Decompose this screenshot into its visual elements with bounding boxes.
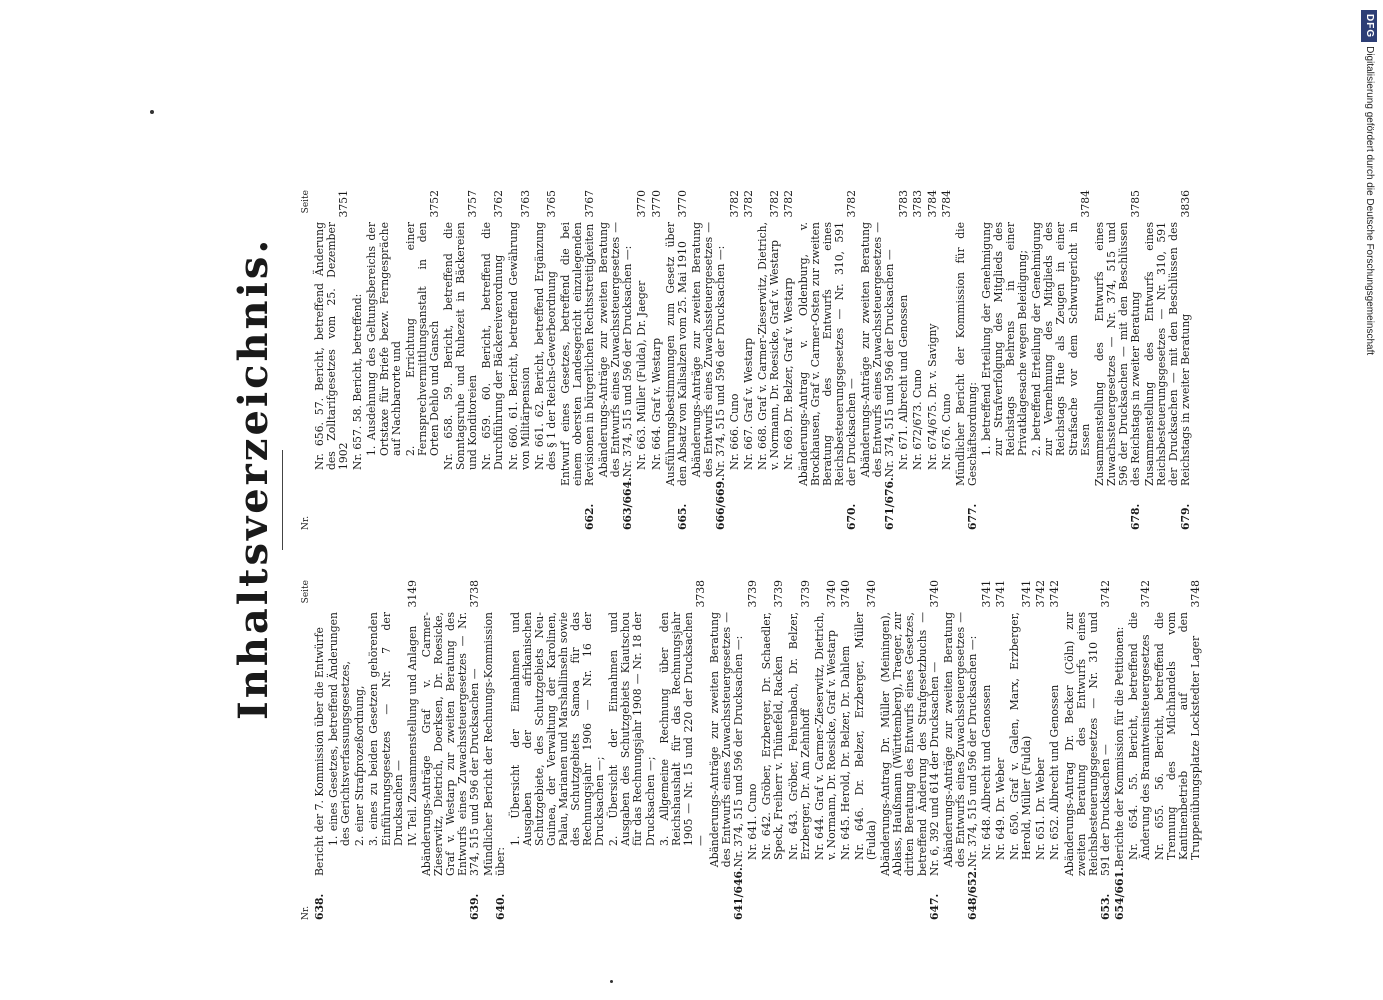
entry-page: 3740 (865, 580, 879, 608)
entry-text: Nr. 672/673. Cuno (911, 369, 925, 470)
entry-number: 670. (844, 503, 858, 530)
toc-entry (1094, 190, 1142, 530)
toc-entry (421, 580, 481, 920)
dfg-side-label (1357, 10, 1379, 570)
entry-number: 641/646. (732, 867, 746, 920)
toc-entry (366, 190, 402, 530)
nr-header: Nr. (301, 515, 311, 530)
entry-text: Nr. 663. Müller (Fulda), Dr. Jaeger (635, 280, 649, 470)
toc-entry (407, 580, 419, 920)
entry-text: IV. Teil. Zusammenstellung und Anlagen (405, 625, 419, 846)
page-title: Inhaltsverzeichnis. (230, 236, 277, 720)
entry-text: Abänderungs-Anträge zur zweiten Beratung des Entwurfs eines Zuwachssteuergesetzes — Nr. 374, 515 und 596 der Drucksachen —: (941, 612, 979, 868)
entry-text: Nr. 652. Albrecht und Genossen (1048, 684, 1062, 860)
entry-text: 2. einer Strafprozeßordnung, (353, 685, 367, 846)
toc-entry (443, 190, 479, 530)
entry-number: 639. (468, 893, 482, 920)
entry-text: Zusammenstellung des Entwurfs eines Zuwachssteuergesetzes — Nr. 374, 515 und 596 der Drucksachen — mit den Beschlüssen des Reichstags in zweiter Beratung (1092, 222, 1142, 486)
entry-text: Nr. 667. Graf v. Westarp (742, 337, 756, 470)
entry-text: Nr. 669. Dr. Belzer, Graf v. Westarp (782, 277, 796, 470)
entry-page: 3783 (897, 190, 911, 218)
toc-entry (608, 580, 656, 920)
entry-text: Zusammenstellung des Entwurfs eines Reichsbesteuerungsgesetzes — Nr. 310, 591 der Drucksachen — mit den Beschlüssen des Reichstags in zweiter Beratung (1143, 222, 1193, 486)
toc-entry (955, 190, 979, 530)
column-header (300, 580, 312, 920)
entry-number: 671/676. (883, 477, 897, 530)
entry-list (314, 190, 1192, 530)
entry-page: 3782 (844, 190, 858, 218)
entry-page: 3742 (1034, 580, 1048, 608)
entry-page: 3739 (798, 580, 812, 608)
dfg-credit-text: Digitalisierung gefördert durch die Deutsche Forschungsgemeinschaft (1364, 46, 1375, 356)
entry-text: Nr. 643. Gröber, Fehrenbach, Dr. Belzer, Erzberger, Dr. Am Zehnhoff (786, 612, 812, 860)
entry-text: Nr. 646. Dr. Belzer, Erzberger, Müller (Fulda) (853, 612, 879, 860)
entry-number: 678. (1129, 503, 1142, 530)
entry-page: 3782 (728, 190, 742, 218)
toc-entry (898, 190, 910, 530)
entry-page: 3752 (427, 190, 441, 218)
entry-page: 3757 (466, 190, 480, 218)
toc-entry (636, 190, 648, 530)
toc-entry (691, 190, 727, 530)
entry-text: Nr. 642. Gröber, Erzberger, Dr. Schaedler, Speck, Freiherr v. Thünefeld, Racken (760, 612, 786, 860)
right-column (300, 190, 1194, 530)
toc-entry (598, 190, 634, 530)
entry-number: 648/652. (965, 867, 979, 920)
toc-entry (483, 580, 507, 920)
entry-text: Nr. 657. 58. Bericht, betreffend: (351, 293, 365, 470)
entry-text: Abänderungs-Anträge zur zweiten Beratung des Entwurfs eines Zuwachssteuergesetzes — Nr. 374, 515 und 596 der Drucksachen —: (708, 612, 746, 868)
dfg-credit (1359, 10, 1379, 570)
entry-page: 3741 (994, 580, 1008, 608)
toc-entry (1144, 190, 1192, 530)
entry-text: Berichte der Kommission für die Petitionen: (1112, 626, 1126, 868)
entry-page: 3782 (782, 190, 796, 218)
entry-text: Nr. 659. 60. Bericht, betreffend die Durchführung der Bäckereiverordnung (480, 222, 506, 470)
entry-page: 3739 (746, 580, 760, 608)
entry-page: 3751 (337, 190, 351, 218)
toc-entry (651, 190, 663, 530)
toc-entry (943, 580, 979, 920)
toc-entry (508, 190, 532, 530)
entry-page: 3770 (635, 190, 649, 218)
entry-text: Nr. 655. 56. Bericht, betreffend die Trennung des Milchhandels vom Kantinenbetrieb auf den Truppenübungsplatze Lockstedter Lager (1153, 612, 1203, 860)
entry-page: 3738 (468, 580, 482, 608)
entry-page: 3741 (979, 580, 993, 608)
left-column (300, 580, 1205, 920)
entry-page: 3149 (405, 580, 419, 608)
entry-page: 3770 (649, 190, 663, 218)
entry-text: Nr. 656. 57. Bericht, betreffend Änderung des Zolltarifgesetzes vom 25. Dezember 1902 (313, 222, 351, 470)
toc-entry (747, 580, 759, 920)
title-rule (282, 450, 283, 550)
entry-page: 3782 (742, 190, 756, 218)
toc-entry (1035, 580, 1047, 920)
entry-page: 3738 (693, 580, 707, 608)
entry-page: 3765 (544, 190, 558, 218)
toc-entry (743, 190, 755, 530)
column-header (300, 190, 312, 530)
entry-text: Abänderungs-Anträge Graf v. Carmer-Zieserwitz, Dietrich, Doerksen, Dr. Roesicke, Graf v. Westarp zur zweiten Beratung des Entwurfs eines Zuwachssteuergesetzes — Nr. 374, 515 und 596 der Drucksachen — (419, 612, 482, 876)
entry-text: Nr. 645. Herold, Dr. Belzer, Dr. Dahlem (838, 645, 852, 860)
entry-page: 3785 (1129, 190, 1142, 218)
entry-text: Mündlicher Bericht der Kommission für die Geschäftsordnung: (953, 222, 979, 486)
toc-entry (534, 190, 558, 530)
toc-entry (729, 190, 741, 530)
toc-entry (665, 190, 689, 530)
entry-text: Bericht der 7. Kommission über die Entwürfe (313, 627, 327, 876)
entry-page: 3784 (925, 190, 939, 218)
toc-entry (927, 190, 939, 530)
toc-entry (314, 580, 326, 920)
toc-entry (880, 580, 940, 920)
toc-entry (1128, 580, 1152, 920)
entry-text: Nr. 644. Graf v. Carmer-Zieserwitz, Dietrich, v. Normann, Dr. Roesicke, Graf v. Westarp (812, 612, 838, 860)
entry-text: Entwurf eines Gesetzes, betreffend die bei einem obersten Landesgericht einzulegenden Revisionen in bürgerlichen Rechtsstreitigkeiten (558, 222, 597, 486)
entry-page: 3739 (772, 580, 786, 608)
entry-page: 3763 (518, 190, 532, 218)
entry-text: Nr. 668. Graf v. Carmer-Zieserwitz, Dietrich, v. Normann, Dr. Roesicke, Graf v. Westarp (756, 222, 782, 470)
entry-number: 653. (1098, 893, 1112, 920)
entry-number: 677. (965, 503, 979, 530)
entry-text: 3. eines zu beiden Gesetzen gehörenden Einführungsgesetzes — Nr. 7 der Drucksachen — (367, 612, 405, 846)
toc-entry (1064, 580, 1112, 920)
toc-entry (1049, 580, 1061, 920)
entry-text: 2. Übersicht der Einnahmen und Ausgaben des Schutzgebiets Kiautschou für das Rechnungsjahr 1908 — Nr. 18 der Drucksachen —; (607, 612, 657, 846)
entry-page: 3740 (927, 580, 941, 608)
toc-entry (481, 190, 505, 530)
toc-entry (860, 190, 896, 530)
seite-header: Seite (301, 190, 311, 214)
entry-text: 2. betreffend Erteilung der Genehmigung zur Vernehmung des Mitglieds des Reichstags Hue als Zeugen in einer Strafsache vor dem Schwurgericht in Essen (1030, 222, 1092, 456)
toc-entry (1009, 580, 1033, 920)
entry-number: 638. (313, 893, 327, 920)
toc-entry (761, 580, 785, 920)
entry-text: Nr. 661. 62. Bericht, betreffend Ergänzung des § 1 der Reichs-Gewerbeordnung (532, 222, 558, 470)
toc-entry (912, 190, 924, 530)
entry-page: 3742 (1048, 580, 1062, 608)
entry-page: 3836 (1179, 190, 1193, 218)
entry-page: 3770 (675, 190, 689, 218)
toc-entry (788, 580, 812, 920)
entry-text: Nr. 650. Graf v. Galen, Marx, Erzberger, Herold, Müller (Fulda) (1008, 612, 1034, 860)
seite-header: Seite (301, 580, 311, 604)
entry-text: Nr. 660. 61. Bericht, betreffend Gewährung von Militärpension (506, 222, 532, 470)
entry-page: 3742 (1098, 580, 1112, 608)
entry-page: 3741 (1020, 580, 1034, 608)
entry-page: 3784 (939, 190, 953, 218)
toc-entry (783, 190, 795, 530)
entry-text: 3. Allgemeine Rechnung über den Reichshaushalt für das Rechnungsjahr 1905 — Nr. 15 und 220 der Drucksachen — (657, 612, 707, 846)
toc-entry (757, 190, 781, 530)
dfg-logo: DFG (1361, 10, 1377, 42)
toc-entry (1114, 580, 1126, 920)
toc-entry (510, 580, 607, 920)
entry-text: Nr. 641. Cuno (746, 783, 760, 860)
entry-text: Abänderungs-Antrag v. Oldenburg, v. Brockhausen, Graf v. Carmer-Osten zur zweiten Beratung des Entwurfs eines Reichsbesteuerungsgesetzes — Nr. 310, 591 der Drucksachen — (796, 222, 858, 486)
toc-entry (328, 580, 352, 920)
toc-entry (981, 190, 1029, 530)
entry-text: Nr. 666. Cuno (728, 393, 742, 470)
entry-page: 3762 (492, 190, 506, 218)
toc-entry (1031, 190, 1091, 530)
entry-text: Nr. 649. Dr. Weber (994, 757, 1008, 860)
toc-entry (560, 190, 596, 530)
entry-page: 3742 (1139, 580, 1153, 608)
entry-number: 640. (494, 893, 508, 920)
entry-number: 647. (927, 893, 941, 920)
toc-entry (352, 190, 364, 530)
entry-text: 1. betreffend Erteilung der Genehmigung zur Strafverfolgung des Mitglieds des Reichstags Behrens in einer Privatklagesache wegen Beleidigung; (979, 222, 1030, 456)
entry-text: Nr. 671. Albrecht und Genossen (897, 294, 911, 470)
entry-number: 663/664. (621, 477, 635, 530)
toc-entry (840, 580, 852, 920)
entry-page: 3784 (1078, 190, 1092, 218)
entry-text: Abänderungs-Antrag Dr. Müller (Meiningen), Ablass, Haußmann (Württemberg), Traeger, zur dritten Beratung des Entwurfs eines Gesetzes, betreffend Änderung des Strafgesetzbuchs — Nr. 6, 392 und 614 der Drucksachen — (879, 612, 941, 876)
entry-text: Ausführungsbestimmungen zum Gesetz über den Absatz von Kalisalzen vom 25. Mai 1910 (663, 222, 689, 486)
entry-page: 3783 (911, 190, 925, 218)
entry-text: Nr. 654. 55. Bericht, betreffend die Änderung des Branntweinsteuergesetzes (1127, 612, 1153, 860)
entry-text: 1. eines Gesetzes, betreffend Änderungen des Gerichtsverfassungsgesetzes, (327, 612, 353, 846)
entry-text: Nr. 648. Albrecht und Genossen (979, 684, 993, 860)
toc-entry (1154, 580, 1202, 920)
entry-list (314, 580, 1202, 920)
entry-page: 3782 (768, 190, 782, 218)
toc-entry (854, 580, 878, 920)
entry-text: Abänderungs-Anträge zur zweiten Beratung des Entwurfs eines Zuwachssteuergesetzes — Nr. 374, 515 und 596 der Drucksachen —: (597, 222, 635, 478)
entry-page: 3767 (583, 190, 597, 218)
entry-page: 3740 (824, 580, 838, 608)
toc-entry (941, 190, 953, 530)
entry-text: Nr. 664. Graf v. Westarp (649, 337, 663, 470)
entry-page: 3740 (838, 580, 852, 608)
entry-number: 662. (583, 503, 597, 530)
entry-number: 679. (1179, 503, 1193, 530)
entry-text: 1. Ausdehnung des Geltungsbereichs der Ortstaxe für Briefe bezw. Ferngespräche auf Nachbarorte und (365, 222, 403, 456)
entry-text: Abänderungs-Anträge zur zweiten Beratung des Entwurfs eines Zuwachssteuergesetzes — Nr. 374, 515 und 596 der Drucksachen —: (689, 222, 727, 478)
toc-entry (405, 190, 441, 530)
entry-text: Mündlicher Bericht der Rechnungs-Kommission über: (482, 612, 508, 876)
toc-entry (798, 190, 858, 530)
nr-header: Nr. (301, 905, 311, 920)
entry-page: 3748 (1189, 580, 1203, 608)
entry-number: 665. (675, 503, 689, 530)
entry-text: 2. Errichtung einer Fernsprechvermittlungsanstalt in den Orten Dehlo und Gansch (403, 222, 441, 456)
toc-entry (981, 580, 993, 920)
toc-entry (368, 580, 404, 920)
toc-entry (354, 580, 366, 920)
toc-entry (995, 580, 1007, 920)
entry-text: Nr. 674/675. Dr. v. Savigny (925, 323, 939, 470)
entry-text: Abänderungs-Antrag Dr. Becker (Cöln) zur zweiten Beratung des Entwurfs eines Reichsbesteuerungsgesetzes — Nr. 310 und 591 der Drucksachen — (1062, 612, 1112, 876)
entry-text: Abänderungs-Anträge zur zweiten Beratung des Entwurfs eines Zuwachssteuergesetzes — Nr. 374, 515 und 596 der Drucksachen — (859, 222, 897, 478)
entry-number: 654/661. (1112, 867, 1126, 920)
toc-entry (314, 190, 350, 530)
entry-text: 1. Übersicht der Einnahmen und Ausgaben der afrikanischen Schutzgebiete, des Schutzgebiets Neu-Guinea, der Verwaltung der Karolinen, Palau, Marianen und Marshallinseln sowie des Schutzgebiets Samoa für das Rechnungsjahr 1906 — Nr. 16 der Drucksachen —; (508, 612, 607, 846)
entry-text: Nr. 658. 59. Bericht, betreffend die Sonntagsruhe und Ruhezeit in Bäckereien und Konditoreien (442, 222, 480, 470)
entry-number: 666/669. (714, 477, 727, 530)
entry-text: Nr. 651. Dr. Weber (1034, 757, 1048, 860)
toc-entry (814, 580, 838, 920)
toc-entry (709, 580, 745, 920)
entry-text: Nr. 676. Cuno (939, 393, 953, 470)
toc-entry (659, 580, 707, 920)
